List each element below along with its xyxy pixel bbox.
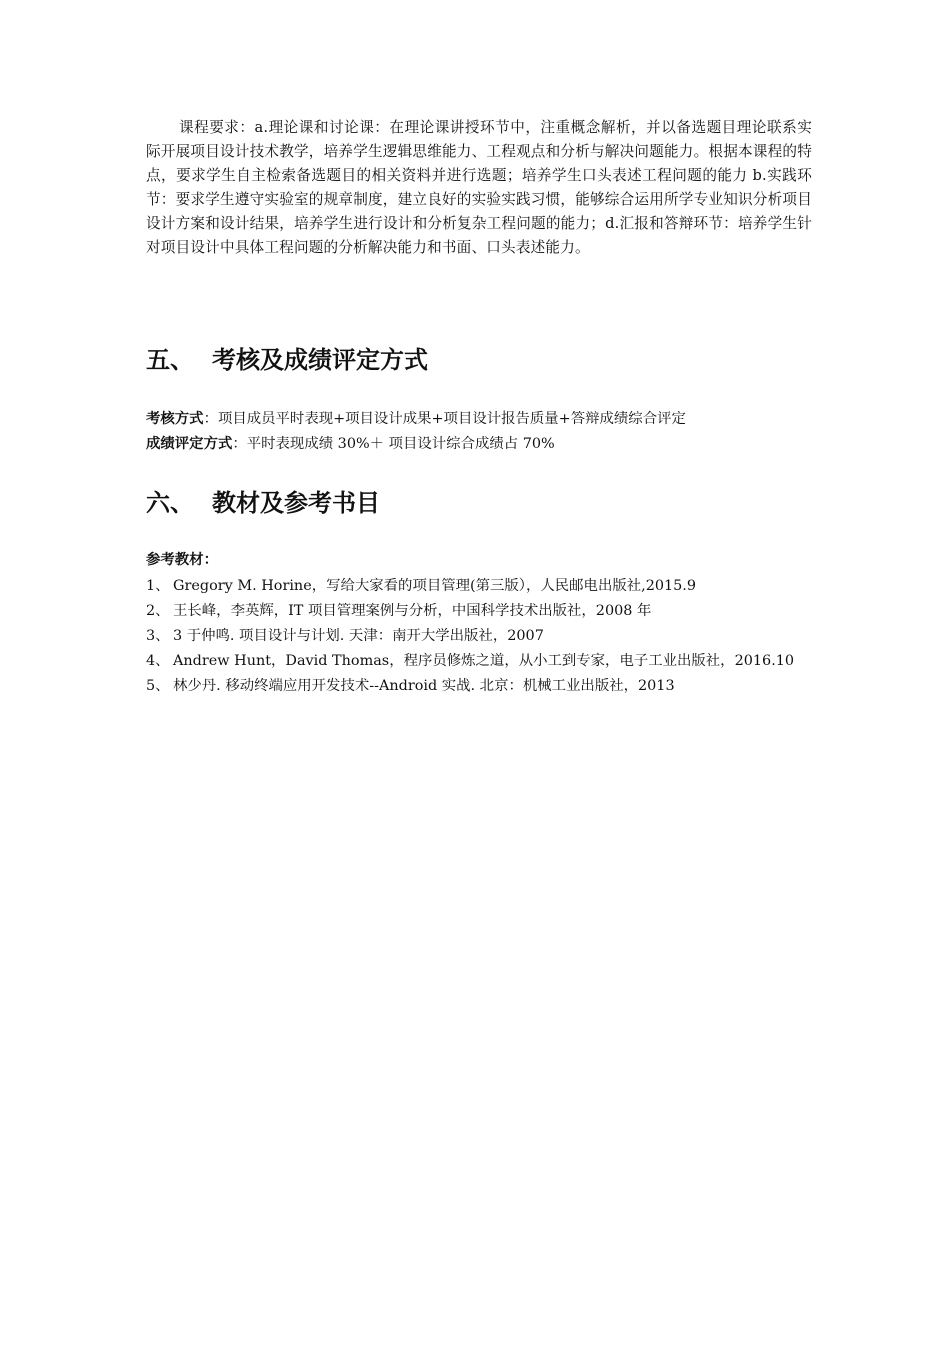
section-five-number: 五、	[146, 346, 194, 374]
reference-item	[146, 599, 794, 624]
reference-index: 4、	[146, 653, 170, 669]
reference-text: Gregory M. Horine，写给大家看的项目管理(第三版），人民邮电出版社,2015.9	[173, 578, 697, 594]
reference-text: 林少丹. 移动终端应用开发技术--Android 实战. 北京：机械工业出版社，2013	[173, 678, 675, 694]
reference-text: 3 于仲鸣. 项目设计与计划. 天津：南开大学出版社，2007	[173, 628, 544, 644]
grading-method-line	[146, 433, 555, 455]
grading-method-text: ：平时表现成绩 30%＋ 项目设计综合成绩占 70%	[232, 436, 555, 452]
references-list	[146, 574, 794, 699]
reference-item	[146, 649, 794, 674]
course-requirements-paragraph: 课程要求：a.理论课和讨论课：在理论课讲授环节中，注重概念解析，并以备选题目理论联系实际开展项目设计技术教学，培养学生逻辑思维能力、工程观点和分析与解决问题能力。根据本课程的特点，要求学生自主检索备选题目的相关资料并进行选题；培养学生口头表述工程问题的能力 b.实践环节：要求学生遵守实验室的规章制度，建立良好的实验实践习惯，能够综合运用所学专业知识分析项目设计方案和设计结果，培养学生进行设计和分析复杂工程问题的能力；d.汇报和答辩环节：培养学生针对项目设计中具体工程问题的分析解决能力和书面、口头表述能力。	[146, 119, 812, 257]
section-five-heading	[146, 344, 428, 376]
reference-index: 5、	[146, 678, 170, 694]
reference-item	[146, 624, 794, 649]
reference-item	[146, 574, 794, 599]
assessment-method-line	[146, 408, 686, 430]
grading-method-label: 成绩评定方式	[146, 436, 233, 452]
reference-index: 2、	[146, 603, 170, 619]
assessment-method-text: ：项目成员平时表现+项目设计成果+项目设计报告质量+答辩成绩综合评定	[203, 411, 686, 427]
assessment-method-label: 考核方式	[146, 411, 204, 427]
section-six-number: 六、	[146, 489, 194, 517]
section-six-heading	[146, 487, 380, 519]
reference-index: 3、	[146, 628, 170, 644]
reference-index: 1、	[146, 578, 170, 594]
reference-text: 王长峰，李英辉，IT 项目管理案例与分析，中国科学技术出版社，2008 年	[173, 603, 652, 619]
references-title: 参考教材：	[146, 552, 218, 568]
reference-text: Andrew Hunt，David Thomas，程序员修炼之道，从小工到专家，电子工业出版社，2016.10	[173, 653, 795, 669]
reference-item	[146, 674, 794, 699]
section-five-title: 考核及成绩评定方式	[212, 346, 428, 374]
section-six-title: 教材及参考书目	[212, 489, 380, 517]
